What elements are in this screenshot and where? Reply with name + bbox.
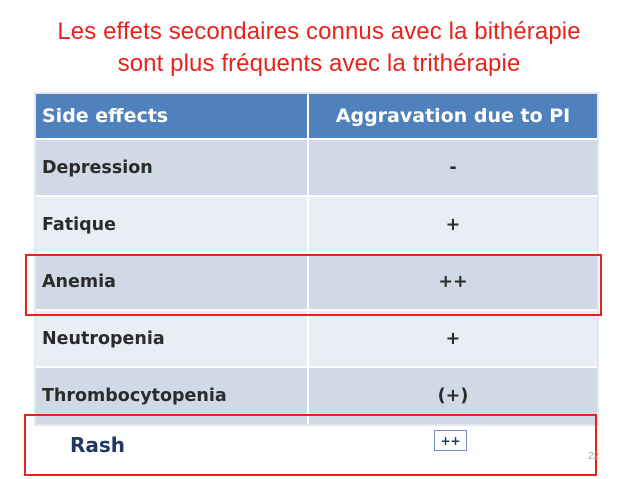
slide-title-line-1: Les effets secondaires connus avec la bithérapie — [57, 18, 581, 45]
table-row — [36, 138, 597, 195]
side-effect-name: Thrombocytopenia — [42, 386, 227, 406]
rash-value-box: ++ — [434, 430, 467, 451]
slide-title — [0, 16, 638, 80]
rash-label: Rash — [70, 433, 126, 457]
aggravation-value: + — [307, 197, 597, 252]
side-effect-name: Anemia — [42, 271, 116, 292]
side-effect-name: Depression — [42, 157, 153, 178]
aggravation-value: (+) — [307, 368, 597, 424]
anemia-highlight-box — [25, 254, 602, 316]
aggravation-value: + — [307, 311, 597, 366]
aggravation-value: - — [307, 140, 597, 195]
slide-number: 22 — [588, 451, 600, 462]
side-effect-name: Fatique — [42, 214, 116, 235]
side-effect-name: Neutropenia — [42, 328, 165, 349]
header-side-effects: Side effects — [42, 105, 169, 127]
slide-title-line-2: sont plus fréquents avec la trithérapie — [117, 50, 521, 77]
aggravation-value: ++ — [307, 254, 597, 309]
table-header-row — [36, 94, 597, 138]
table-row — [36, 309, 597, 366]
header-aggravation: Aggravation due to PI — [307, 94, 597, 138]
table-row — [36, 195, 597, 252]
